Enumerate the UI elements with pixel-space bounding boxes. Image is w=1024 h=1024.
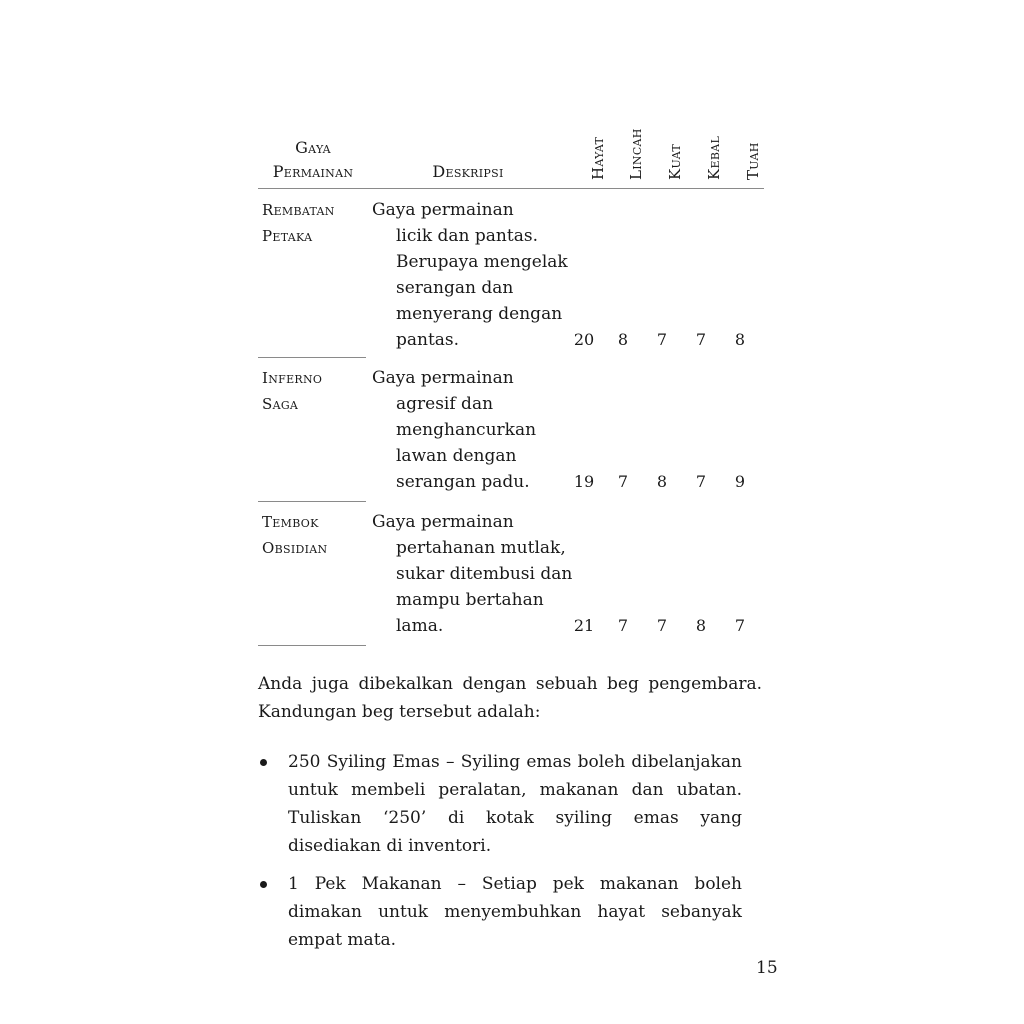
stat-kebal: 7 bbox=[695, 472, 707, 491]
row-description: Gaya permainan licik dan pantas. Berupaya mengelak serangan dan menyerang dengan pantas. bbox=[372, 200, 568, 350]
row-style-name: Tembok Obsidian bbox=[262, 513, 328, 557]
bullet-icon bbox=[260, 881, 267, 888]
stat-kebal: 8 bbox=[695, 616, 707, 635]
table-header bbox=[258, 120, 764, 189]
row-description: Gaya permainan pertahanan mutlak, sukar ditembusi dan mampu bertahan lama. bbox=[372, 512, 573, 636]
header-kuat: Kuat bbox=[666, 143, 684, 180]
bag-contents-list bbox=[258, 748, 742, 964]
row-style-name: Inferno Saga bbox=[262, 369, 323, 413]
list-item-text: 1 Pek Makanan – Setiap pek makanan boleh dimakan untuk menyembuhkan hayat sebanyak empat mata. bbox=[288, 874, 742, 950]
stat-lincah: 7 bbox=[617, 616, 629, 635]
stat-lincah: 7 bbox=[617, 472, 629, 491]
list-item-text: 250 Syiling Emas – Syiling emas boleh dibelanjakan untuk membeli peralatan, makanan dan ubatan. Tuliskan ‘250’ di kotak syiling emas yang disediakan di inventori. bbox=[288, 752, 742, 856]
stat-lincah: 8 bbox=[617, 330, 629, 349]
bullet-icon bbox=[260, 759, 267, 766]
play-style-table bbox=[258, 120, 764, 645]
header-lincah: Lincah bbox=[627, 128, 645, 180]
stat-hayat: 19 bbox=[573, 472, 595, 491]
stat-tuah: 8 bbox=[734, 330, 746, 349]
stat-kuat: 7 bbox=[656, 330, 668, 349]
stat-kebal: 7 bbox=[695, 330, 707, 349]
header-kebal: Kebal bbox=[705, 135, 723, 180]
stat-tuah: 7 bbox=[734, 616, 746, 635]
intro-paragraph: Anda juga dibekalkan dengan sebuah beg pengembara. Kandungan beg tersebut adalah: bbox=[258, 674, 762, 722]
stat-hayat: 20 bbox=[573, 330, 595, 349]
header-deskripsi: Deskripsi bbox=[432, 162, 504, 181]
table-row bbox=[258, 189, 764, 357]
list-item bbox=[258, 870, 742, 954]
row-divider bbox=[258, 645, 366, 646]
header-hayat: Hayat bbox=[589, 136, 607, 180]
list-item bbox=[258, 748, 742, 860]
header-tuah: Tuah bbox=[744, 142, 762, 180]
table-row bbox=[258, 357, 764, 501]
stat-hayat: 21 bbox=[573, 616, 595, 635]
row-style-name: Rembatan Petaka bbox=[262, 201, 335, 245]
stat-kuat: 8 bbox=[656, 472, 668, 491]
page-number: 15 bbox=[756, 958, 778, 978]
stat-kuat: 7 bbox=[656, 616, 668, 635]
table-row bbox=[258, 501, 764, 645]
stat-tuah: 9 bbox=[734, 472, 746, 491]
header-gaya-permainan: Gaya Permainan bbox=[272, 138, 354, 181]
row-description: Gaya permainan agresif dan menghancurkan lawan dengan serangan padu. bbox=[372, 368, 537, 492]
